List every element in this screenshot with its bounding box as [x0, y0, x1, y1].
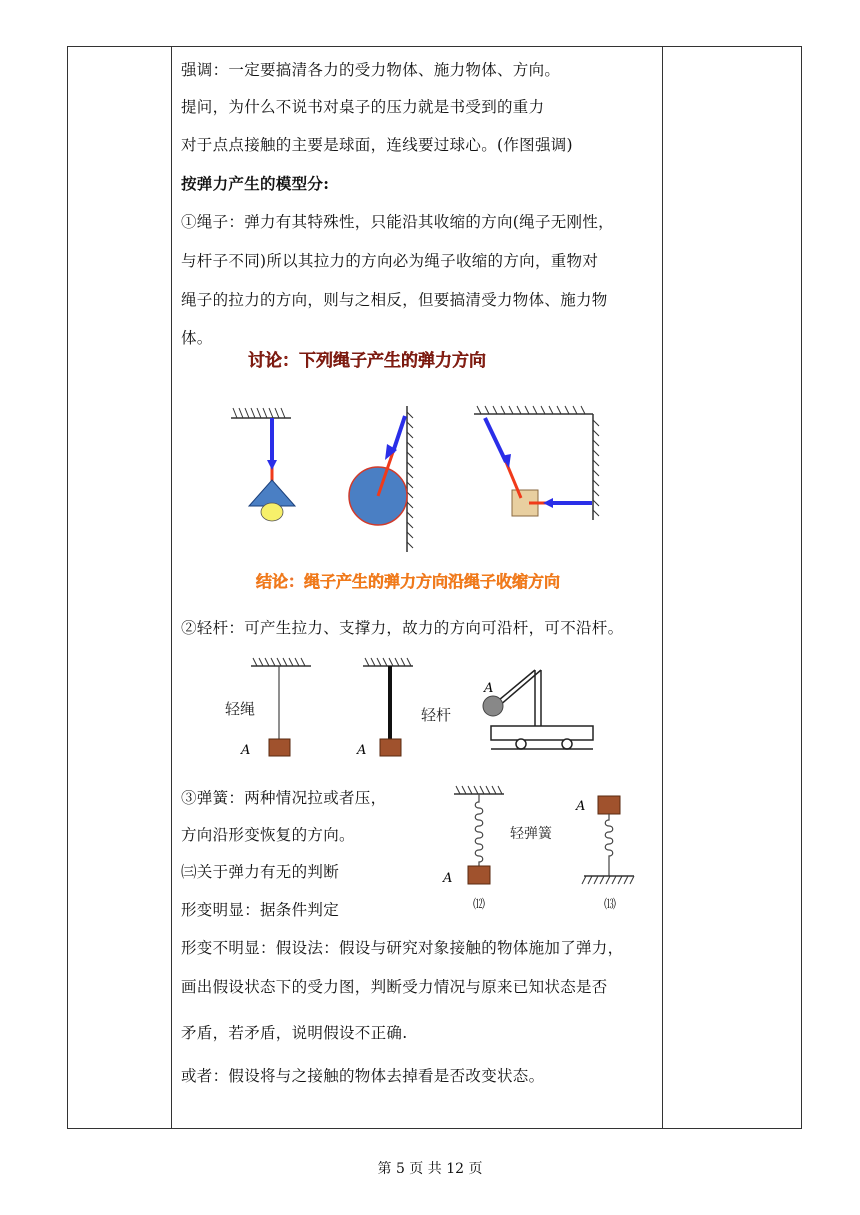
- wall-hatch-2: [407, 406, 413, 552]
- cart-frame: [491, 670, 593, 749]
- discussion-title: 讨论：下列绳子产生的弹力方向: [248, 351, 486, 370]
- label-a-2: A: [357, 743, 367, 758]
- section-heading: 按弹力产生的模型分:: [181, 174, 330, 193]
- block-rope: [269, 739, 290, 756]
- lamp-shade: [249, 480, 295, 506]
- label-a-1: A: [241, 743, 251, 758]
- block-spring-2: [598, 796, 620, 814]
- label-a-3: A: [484, 681, 494, 696]
- text-line-13: 形变明显：据条件判定: [181, 901, 340, 919]
- block-rod: [380, 739, 401, 756]
- table-divider-right: [662, 46, 663, 1129]
- spring-compressed: [605, 814, 613, 876]
- text-line-9: ②轻杆：可产生拉力、支撑力，故力的方向可沿杆，可不沿杆。: [181, 619, 624, 637]
- text-line-11: 方向沿形变恢复的方向。: [181, 826, 355, 844]
- text-line-3: 对于点点接触的主要是球面，连线要过球心。(作图强调): [181, 136, 573, 154]
- text-line-2: 提问，为什么不说书对桌子的压力就是书受到的重力: [181, 98, 545, 116]
- text-line-15: 画出假设状态下的受力图，判断受力情况与原来已知状态是否: [181, 978, 608, 996]
- text-line-1: 强调：一定要搞清各力的受力物体、施力物体、方向。: [181, 61, 561, 79]
- arrow-1-down: [267, 460, 277, 470]
- table-divider-left: [171, 46, 172, 1129]
- ceiling-hatch-rod: [363, 658, 413, 666]
- label-light-rope: 轻绳: [225, 701, 256, 718]
- ceiling-hatch-rope: [251, 658, 311, 666]
- figure-12-label: ⑿: [473, 897, 486, 911]
- label-a-5: A: [576, 799, 586, 814]
- lamp-bulb: [261, 503, 283, 521]
- block-spring-1: [468, 866, 490, 884]
- ceiling-hatch-1: [231, 408, 291, 418]
- figure-13-label: ⒀: [604, 897, 617, 911]
- text-line-7: 绳子的拉力的方向，则与之相反，但要搞清受力物体、施力物: [181, 291, 608, 309]
- text-line-8: 体。: [181, 329, 213, 347]
- text-line-12: ㈢关于弹力有无的判断: [181, 863, 340, 881]
- arrow-3-left: [543, 498, 553, 508]
- label-light-rod: 轻杆: [421, 707, 452, 724]
- text-line-6: 与杆子不同)所以其拉力的方向必为绳子收缩的方向，重物对: [181, 252, 599, 270]
- text-line-14: 形变不明显：假设法：假设与研究对象接触的物体施加了弹力，: [181, 939, 624, 957]
- ceiling-hatch-spring: [454, 786, 504, 794]
- text-line-5: ①绳子：弹力有其特殊性，只能沿其收缩的方向(绳子无刚性，: [181, 213, 614, 231]
- label-light-spring: 轻弹簧: [510, 825, 552, 841]
- label-a-4: A: [443, 871, 453, 886]
- ball-on-rod: [483, 696, 503, 716]
- text-line-16: 矛盾，若矛盾，说明假设不正确.: [181, 1024, 408, 1042]
- arrow-3-diagonal: [501, 454, 511, 468]
- spring-figure: [436, 780, 656, 915]
- rope-discussion-figure: [181, 340, 661, 600]
- spring-hanging: [475, 794, 483, 866]
- rope-3-upper: [485, 418, 506, 462]
- rod-rope-figure: [181, 648, 601, 768]
- floor-hatch-spring: [582, 876, 634, 884]
- page-footer: 第 5 页 共 12 页: [377, 1161, 483, 1177]
- text-line-17: 或者：假设将与之接触的物体去掉看是否改变状态。: [181, 1067, 545, 1085]
- conclusion-text: 结论：绳子产生的弹力方向沿绳子收缩方向: [256, 574, 561, 591]
- rope-2-upper: [393, 416, 405, 452]
- text-line-10: ③弹簧：两种情况拉或者压，: [181, 789, 387, 807]
